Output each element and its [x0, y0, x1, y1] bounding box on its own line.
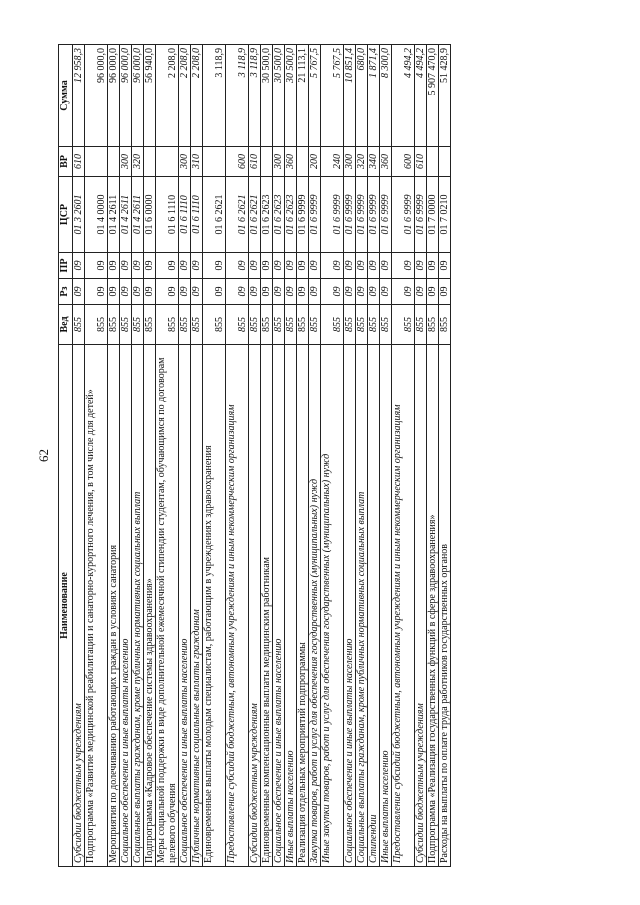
table-row — [108, 45, 120, 867]
cell-sum: 3 118,9 — [203, 45, 226, 147]
cell-sum: 30 500,0 — [261, 45, 273, 147]
cell-csr: 01 4 0000 — [85, 177, 108, 253]
cell-rz: 09 — [108, 279, 120, 305]
cell-name: Иные выплаты населению — [285, 345, 297, 867]
cell-vr — [261, 147, 273, 177]
cell-ved: 855 — [356, 305, 368, 345]
cell-ved: 855 — [415, 305, 427, 345]
cell-csr: 01 6 9999 — [321, 177, 344, 253]
cell-csr: 01 3 2601 — [73, 177, 85, 253]
cell-ved: 855 — [191, 305, 203, 345]
cell-vr — [85, 147, 108, 177]
cell-ved: 855 — [108, 305, 120, 345]
cell-pr: 09 — [120, 253, 132, 279]
cell-rz: 09 — [344, 279, 356, 305]
cell-csr: 01 6 9999 — [309, 177, 321, 253]
cell-sum: 1 871,4 — [368, 45, 380, 147]
table-row — [309, 45, 321, 867]
cell-sum: 3 118,9 — [249, 45, 261, 147]
cell-pr: 09 — [108, 253, 120, 279]
header-rz: Рз — [59, 279, 73, 305]
header-pr: ПР — [59, 253, 73, 279]
cell-pr: 09 — [380, 253, 392, 279]
cell-ved: 855 — [309, 305, 321, 345]
table-header-row — [59, 45, 73, 867]
cell-name: Подпрограмма «Реализация государственных функций в сфере здравоохранения» — [427, 345, 439, 867]
cell-ved: 855 — [144, 305, 156, 345]
cell-pr: 09 — [427, 253, 439, 279]
cell-name: Мероприятия по долечиванию работающих граждан в условиях санатория — [108, 345, 120, 867]
cell-vr: 300 — [179, 147, 191, 177]
cell-ved: 855 — [85, 305, 108, 345]
cell-sum: 5 767,5 — [321, 45, 344, 147]
cell-pr: 09 — [285, 253, 297, 279]
cell-vr: 610 — [415, 147, 427, 177]
cell-name: Публичные нормативные социальные выплаты гражданам — [191, 345, 203, 867]
cell-ved: 855 — [156, 305, 179, 345]
cell-sum: 30 500,0 — [285, 45, 297, 147]
cell-pr: 09 — [297, 253, 309, 279]
cell-ved: 855 — [427, 305, 439, 345]
cell-rz: 09 — [273, 279, 285, 305]
cell-ved: 855 — [203, 305, 226, 345]
table-row — [415, 45, 427, 867]
cell-rz: 09 — [356, 279, 368, 305]
cell-csr: 01 6 9999 — [392, 177, 415, 253]
cell-name: Подпрограмма «Кадровое обеспечение системы здравоохранения» — [144, 345, 156, 867]
cell-pr: 09 — [261, 253, 273, 279]
cell-rz: 09 — [120, 279, 132, 305]
cell-ved: 855 — [344, 305, 356, 345]
cell-vr: 610 — [73, 147, 85, 177]
cell-vr: 600 — [392, 147, 415, 177]
cell-vr: 240 — [321, 147, 344, 177]
cell-vr: 340 — [368, 147, 380, 177]
cell-sum: 21 113,1 — [297, 45, 309, 147]
cell-rz: 09 — [179, 279, 191, 305]
cell-name: Социальное обеспечение и иные выплаты населению — [179, 345, 191, 867]
cell-name: Предоставление субсидий бюджетным, автономным учреждениям и иным некоммерческим организациям — [226, 345, 249, 867]
cell-rz: 09 — [439, 279, 451, 305]
cell-pr: 09 — [415, 253, 427, 279]
cell-csr: 01 6 2623 — [273, 177, 285, 253]
cell-vr: 320 — [356, 147, 368, 177]
table-row — [191, 45, 203, 867]
table-row — [321, 45, 344, 867]
header-csr: ЦСР — [59, 177, 73, 253]
cell-vr: 360 — [380, 147, 392, 177]
cell-vr: 360 — [285, 147, 297, 177]
cell-name: Субсидии бюджетным учреждениям — [415, 345, 427, 867]
table-row — [297, 45, 309, 867]
cell-csr: 01 6 2623 — [285, 177, 297, 253]
cell-name: Социальное обеспечение и иные выплаты населению — [344, 345, 356, 867]
table-row — [73, 45, 85, 867]
table-row — [392, 45, 415, 867]
cell-rz: 09 — [144, 279, 156, 305]
table-row — [85, 45, 108, 867]
table-row — [179, 45, 191, 867]
cell-rz: 09 — [191, 279, 203, 305]
cell-vr: 310 — [191, 147, 203, 177]
cell-ved: 855 — [73, 305, 85, 345]
cell-sum: 51 428,9 — [439, 45, 451, 147]
cell-sum: 5 767,5 — [309, 45, 321, 147]
cell-sum: 2 208,0 — [179, 45, 191, 147]
cell-csr: 01 6 9999 — [415, 177, 427, 253]
cell-name: Меры социальной поддержки в виде дополнительной ежемесячной стипендии студентам, обучающимся по договорам целевого обучения — [156, 345, 179, 867]
cell-name: Единовременные выплаты молодым специалистам, работающим в учреждениях здравоохранения — [203, 345, 226, 867]
cell-csr: 01 6 9999 — [380, 177, 392, 253]
cell-pr: 09 — [179, 253, 191, 279]
cell-pr: 09 — [439, 253, 451, 279]
cell-csr: 01 4 2611 — [108, 177, 120, 253]
cell-rz: 09 — [226, 279, 249, 305]
cell-sum: 3 118,9 — [226, 45, 249, 147]
cell-csr: 01 6 9999 — [368, 177, 380, 253]
cell-vr — [427, 147, 439, 177]
cell-vr: 610 — [249, 147, 261, 177]
cell-name: Иные выплаты населению — [380, 345, 392, 867]
cell-sum: 2 208,0 — [156, 45, 179, 147]
cell-pr: 09 — [132, 253, 144, 279]
table-row — [226, 45, 249, 867]
cell-name: Стипендии — [368, 345, 380, 867]
cell-pr: 09 — [203, 253, 226, 279]
cell-csr: 01 6 9999 — [297, 177, 309, 253]
header-name: Наименование — [59, 345, 73, 867]
cell-ved: 855 — [368, 305, 380, 345]
cell-sum: 96 000,0 — [120, 45, 132, 147]
table-body — [73, 45, 451, 867]
cell-sum: 96 000,0 — [108, 45, 120, 147]
cell-rz: 09 — [85, 279, 108, 305]
cell-pr: 09 — [368, 253, 380, 279]
cell-ved: 855 — [249, 305, 261, 345]
table-row — [344, 45, 356, 867]
cell-pr: 09 — [273, 253, 285, 279]
cell-pr: 09 — [156, 253, 179, 279]
cell-ved: 855 — [273, 305, 285, 345]
cell-csr: 01 7 0000 — [427, 177, 439, 253]
table-row — [144, 45, 156, 867]
cell-pr: 09 — [73, 253, 85, 279]
cell-rz: 09 — [249, 279, 261, 305]
cell-name: Подпрограмма «Развитие медицинской реабилитации и санаторно-курортного лечения, в том числе для детей» — [85, 345, 108, 867]
cell-ved: 855 — [132, 305, 144, 345]
cell-csr: 01 6 1110 — [191, 177, 203, 253]
table-row — [356, 45, 368, 867]
cell-ved: 855 — [297, 305, 309, 345]
cell-vr — [144, 147, 156, 177]
cell-vr: 300 — [120, 147, 132, 177]
cell-csr: 01 6 1110 — [179, 177, 191, 253]
header-sum: Сумма — [59, 45, 73, 147]
cell-vr — [108, 147, 120, 177]
cell-csr: 01 6 0000 — [144, 177, 156, 253]
cell-vr — [297, 147, 309, 177]
table-row — [249, 45, 261, 867]
cell-rz: 09 — [368, 279, 380, 305]
cell-vr: 300 — [273, 147, 285, 177]
cell-pr: 09 — [85, 253, 108, 279]
rotated-table-container — [58, 45, 451, 867]
cell-rz: 09 — [203, 279, 226, 305]
cell-pr: 09 — [344, 253, 356, 279]
cell-sum: 680,0 — [356, 45, 368, 147]
cell-csr: 01 6 2621 — [249, 177, 261, 253]
cell-rz: 09 — [427, 279, 439, 305]
cell-rz: 09 — [392, 279, 415, 305]
cell-sum: 96 000,0 — [132, 45, 144, 147]
header-vr: ВР — [59, 147, 73, 177]
cell-ved: 855 — [120, 305, 132, 345]
table-row — [203, 45, 226, 867]
cell-ved: 855 — [261, 305, 273, 345]
cell-ved: 855 — [392, 305, 415, 345]
cell-csr: 01 6 2623 — [261, 177, 273, 253]
cell-pr: 09 — [226, 253, 249, 279]
cell-ved: 855 — [226, 305, 249, 345]
cell-sum: 2 208,0 — [191, 45, 203, 147]
cell-vr — [156, 147, 179, 177]
cell-sum: 96 000,0 — [85, 45, 108, 147]
cell-name: Реализация отдельных мероприятий подпрограммы — [297, 345, 309, 867]
table-row — [427, 45, 439, 867]
cell-rz: 09 — [297, 279, 309, 305]
cell-pr: 09 — [392, 253, 415, 279]
cell-sum: 12 958,3 — [73, 45, 85, 147]
cell-name: Закупка товаров, работ и услуг для обеспечения государственных (муниципальных) нужд — [309, 345, 321, 867]
cell-csr: 01 6 2621 — [203, 177, 226, 253]
cell-name: Социальные выплаты гражданам, кроме публичных нормативных социальных выплат — [132, 345, 144, 867]
cell-name: Субсидии бюджетным учреждениям — [249, 345, 261, 867]
cell-sum: 4 494,2 — [392, 45, 415, 147]
cell-pr: 09 — [191, 253, 203, 279]
table-row — [261, 45, 273, 867]
cell-rz: 09 — [73, 279, 85, 305]
budget-table — [58, 44, 451, 867]
cell-csr: 01 4 2611 — [132, 177, 144, 253]
cell-rz: 09 — [321, 279, 344, 305]
cell-vr — [203, 147, 226, 177]
table-row — [368, 45, 380, 867]
cell-ved: 855 — [285, 305, 297, 345]
cell-ved: 855 — [179, 305, 191, 345]
cell-rz: 09 — [380, 279, 392, 305]
table-row — [273, 45, 285, 867]
cell-pr: 09 — [356, 253, 368, 279]
cell-sum: 8 300,0 — [380, 45, 392, 147]
cell-csr: 01 7 0210 — [439, 177, 451, 253]
cell-name: Социальные выплаты гражданам, кроме публичных нормативных социальных выплат — [356, 345, 368, 867]
table-row — [380, 45, 392, 867]
cell-name: Социальное обеспечение и иные выплаты населению — [273, 345, 285, 867]
cell-sum: 4 494,2 — [415, 45, 427, 147]
cell-csr: 01 4 2611 — [120, 177, 132, 253]
cell-pr: 09 — [321, 253, 344, 279]
cell-rz: 09 — [415, 279, 427, 305]
cell-rz: 09 — [309, 279, 321, 305]
cell-name: Иные закупки товаров, работ и услуг для обеспечения государственных (муниципальных) нужд — [321, 345, 344, 867]
cell-vr: 600 — [226, 147, 249, 177]
cell-rz: 09 — [132, 279, 144, 305]
cell-csr: 01 6 9999 — [356, 177, 368, 253]
page-number: 62 — [36, 449, 51, 462]
table-row — [439, 45, 451, 867]
cell-vr: 200 — [309, 147, 321, 177]
cell-csr: 01 6 1110 — [156, 177, 179, 253]
cell-vr — [439, 147, 451, 177]
cell-csr: 01 6 9999 — [344, 177, 356, 253]
cell-vr: 320 — [132, 147, 144, 177]
cell-pr: 09 — [249, 253, 261, 279]
cell-rz: 09 — [261, 279, 273, 305]
cell-sum: 56 940,0 — [144, 45, 156, 147]
cell-rz: 09 — [285, 279, 297, 305]
cell-sum: 30 500,0 — [273, 45, 285, 147]
cell-ved: 855 — [439, 305, 451, 345]
table-row — [132, 45, 144, 867]
cell-csr: 01 6 2621 — [226, 177, 249, 253]
table-row — [120, 45, 132, 867]
cell-sum: 5 907 470,0 — [427, 45, 439, 147]
cell-name: Предоставление субсидий бюджетным, автономным учреждениям и иным некоммерческим организациям — [392, 345, 415, 867]
cell-ved: 855 — [380, 305, 392, 345]
table-row — [285, 45, 297, 867]
cell-name: Единовременные компенсационные выплаты медицинским работникам — [261, 345, 273, 867]
cell-name: Субсидии бюджетным учреждениям — [73, 345, 85, 867]
cell-name: Социальное обеспечение и иные выплаты населению — [120, 345, 132, 867]
cell-ved: 855 — [321, 305, 344, 345]
cell-sum: 10 851,4 — [344, 45, 356, 147]
cell-pr: 09 — [144, 253, 156, 279]
cell-pr: 09 — [309, 253, 321, 279]
cell-name: Расходы на выплаты по оплате труда работников государственных органов — [439, 345, 451, 867]
table-row — [156, 45, 179, 867]
cell-vr: 300 — [344, 147, 356, 177]
cell-rz: 09 — [156, 279, 179, 305]
header-ved: Вед — [59, 305, 73, 345]
